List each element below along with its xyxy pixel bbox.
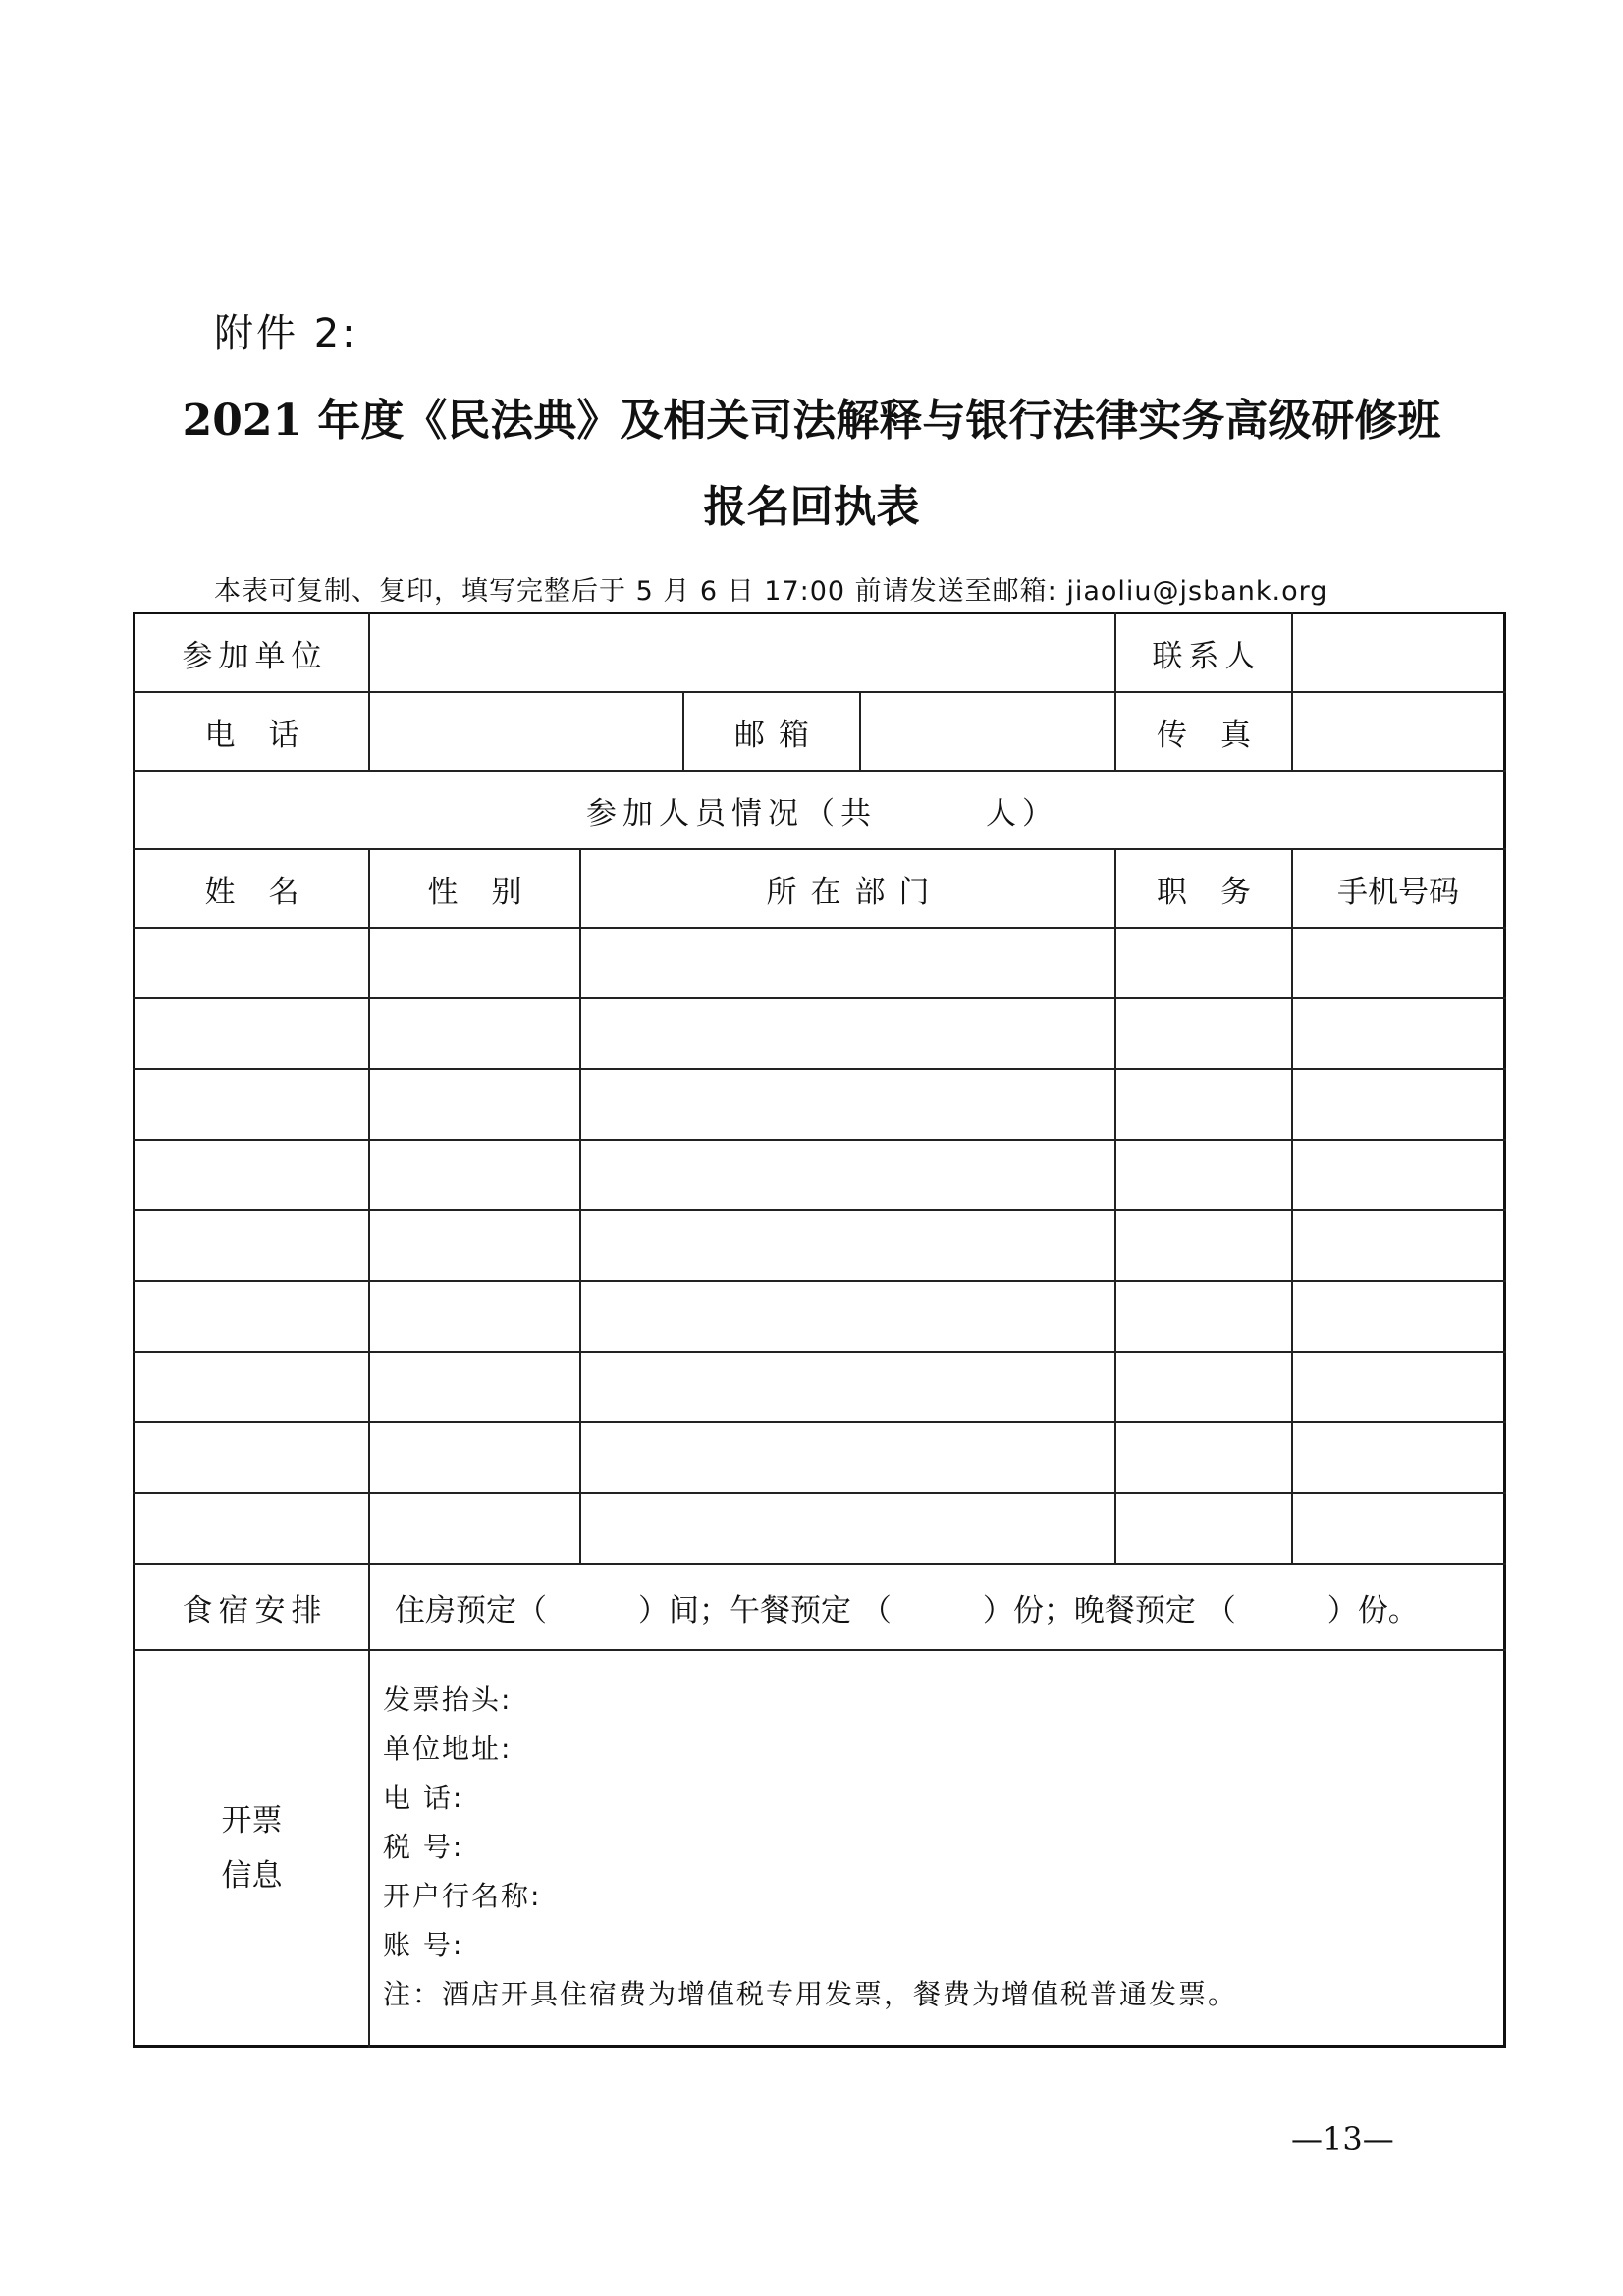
attendee-table-body[interactable]	[135, 929, 1503, 1563]
attendee-section-header: 参加人员情况（共 人）	[586, 795, 1058, 831]
column-header-department: 所在部门	[766, 874, 944, 910]
phone-label: 电话	[204, 717, 333, 753]
email-label: 邮箱	[734, 717, 823, 753]
phone-input[interactable]	[370, 693, 682, 770]
invoice-label-line1: 开票	[221, 1802, 283, 1839]
org-input[interactable]	[370, 614, 1114, 691]
invoice-details[interactable]	[383, 1676, 1237, 2019]
invoice-label-line2: 信息	[221, 1857, 283, 1894]
invoice-line: 账 号:	[383, 1929, 464, 1961]
invoice-line: 发票抬头:	[383, 1683, 513, 1716]
contact-label: 联系人	[1152, 638, 1262, 674]
fax-label: 传真	[1157, 717, 1284, 753]
instruction-note: 本表可复制、复印，填写完整后于 5 月 6 日 17:00 前请发送至邮箱: jiaoliu@jsbank.org	[214, 576, 1328, 607]
invoice-line: 税 号:	[383, 1831, 464, 1863]
document-title: 2021 年度《民法典》及相关司法解释与银行法律实务高级研修班	[182, 396, 1441, 446]
email-input[interactable]	[861, 693, 1114, 770]
invoice-line: 开户行名称:	[383, 1880, 542, 1912]
invoice-label	[135, 1651, 368, 2045]
page-number: —13—	[1291, 2120, 1394, 2158]
document-subtitle: 报名回执表	[703, 482, 920, 532]
invoice-line: 单位地址:	[383, 1733, 513, 1765]
invoice-note: 注：酒店开具住宿费为增值税专用发票，餐费为增值税普通发票。	[383, 1978, 1238, 2010]
contact-input[interactable]	[1293, 614, 1503, 691]
column-header-position: 职务	[1157, 874, 1284, 910]
meal-arrangement-text: 住房预定（ ）间；午餐预定 （ ）份；晚餐预定 （ ）份。	[395, 1592, 1419, 1629]
attachment-label: 附件 2:	[214, 311, 358, 356]
invoice-line: 电 话:	[383, 1782, 464, 1814]
column-header-name: 姓名	[204, 874, 333, 910]
column-header-mobile: 手机号码	[1337, 874, 1459, 910]
org-label: 参加单位	[182, 638, 328, 674]
fax-input[interactable]	[1293, 693, 1503, 770]
meal-label: 食宿安排	[182, 1592, 328, 1629]
column-header-gender: 性别	[427, 874, 556, 910]
